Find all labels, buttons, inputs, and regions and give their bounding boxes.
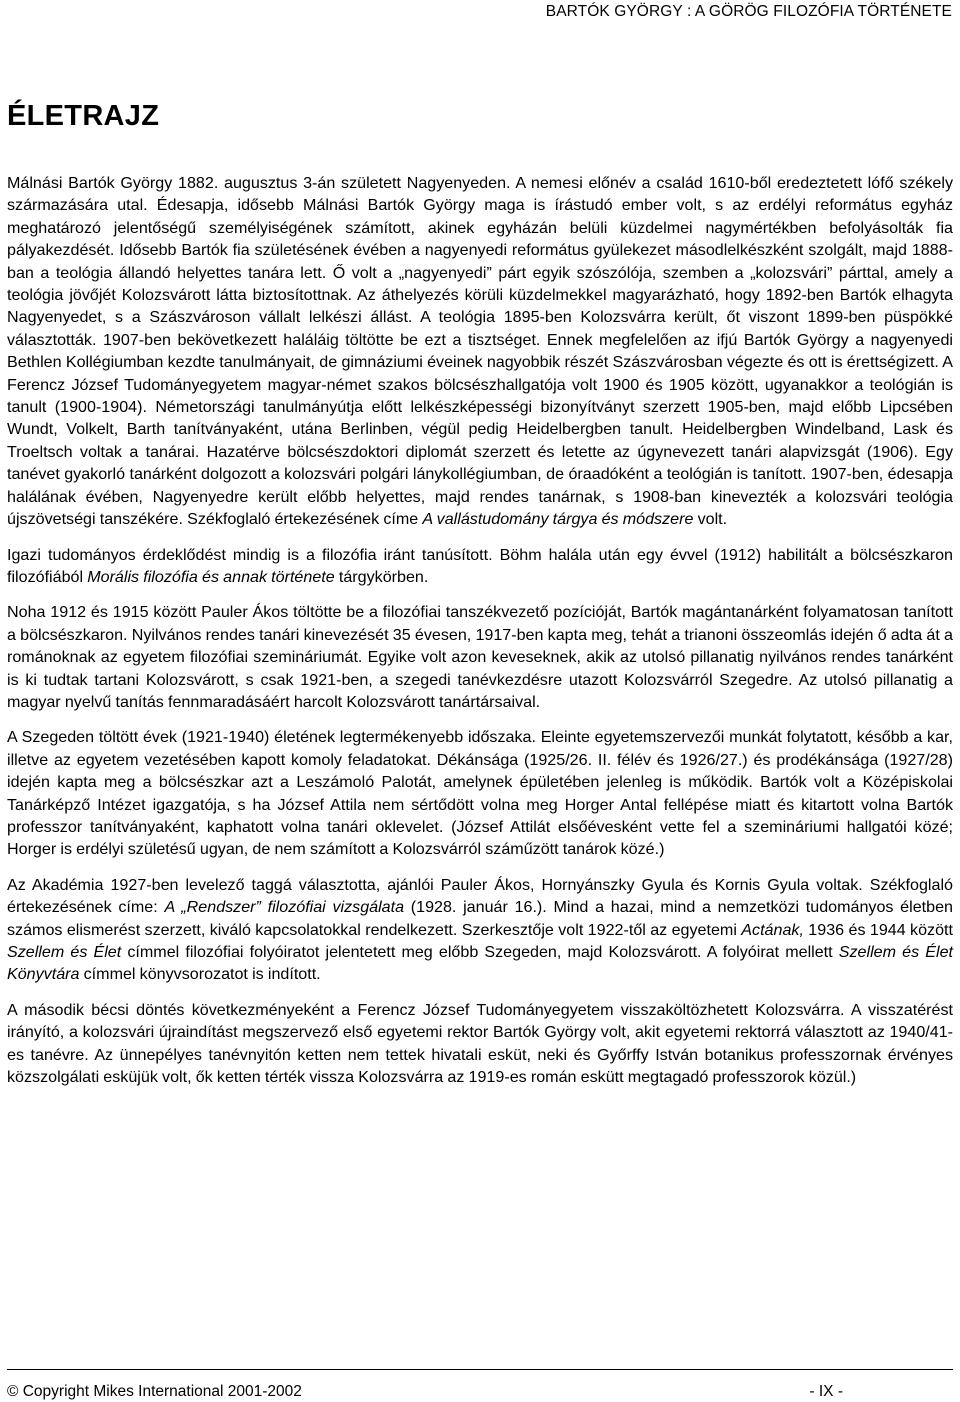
text-run: volt. (693, 510, 728, 529)
italic-run: Morális filozófia és annak története (87, 567, 335, 586)
italic-run: Szellem és Élet Könyvtára (7, 943, 953, 984)
footer-divider (7, 1369, 953, 1370)
text-run: A második bécsi döntés következményeként a Ferencz József Tudományegyetem visszaköltözhetett Kolozsvárra. A visszatérést irányító, a kolozsvári újraindítást megszervező első egyetemi rektor Bartók György volt, akit egyetemi rektorrá választott az 1940/41-es tanévre. Az ünnepélyes tanévnyitón ketten nem tettek hivatali esküt, neki és Győrffy István botanikus professzornak érvényes közszolgálati esküjük volt, ők ketten térték vissza Kolozsvárra az 1919-es román eskütt megtagadó professzorok közül.) (7, 1000, 953, 1087)
paragraph-3 (7, 601, 953, 713)
text-run: Igazi tudományos érdeklődést mindig is a filozófia iránt tanúsított. Böhm halála után egy évvel (1912) habilitált a bölcsészkaron filozófiából (7, 545, 953, 586)
italic-run: A „Rendszer” filozófiai vizsgálata (164, 898, 405, 917)
paragraph-5 (7, 874, 953, 986)
body-text (7, 172, 953, 1101)
paragraph-6 (7, 999, 953, 1089)
running-header: BARTÓK GYÖRGY : A GÖRÖG FILOZÓFIA TÖRTÉNETE (545, 3, 952, 20)
text-run: címmel filozófiai folyóiratot jelentetett meg előbb Szegeden, majd Kolozsvárott. A folyóirat mellett (121, 943, 839, 961)
page-number: - IX - (809, 1383, 843, 1400)
text-run: Az Akadémia 1927-ben levelező taggá választotta, ajánlói Pauler Ákos, Hornyánszky Gyula és Kornis Gyula voltak. Székfoglaló értekezésének címe: (7, 875, 953, 917)
text-run: Málnási Bartók György 1882. augusztus 3-án született Nagyenyeden. A nemesi előnév a család 1610-ből eredeztetett lófő székely származására utal. Édesapja, idősebb Málnási Bartók György maga is írástudó ember volt, s az erdélyi református egyház meghatározó jelentőségű személyiségének számított, akinek egyházán belüli küzdelmei nagymértékben befolyásolták fia pályakezdését. Idősebb Bartók fia születésének évében a nagyenyedi református gyülekezet másodlelkészként szolgált, majd 1888-ban a teológia állandó helyettes tanára lett. Ő volt a „nagyenyedi” párt egyik szószólója, szemben a „kolozsvári” párttal, amely a teológia jövőjét Kolozsvárott látta biztosítottnak. Az áthelyezés körüli küzdelmekkel magyarázható, hogy 1892-ben Bartók elhagyta Nagyenyedet, s a Szászvároson vállalt lelkészi állást. A teológia 1895-ben Kolozsvárra került, őt viszont 1899-ben püspökké választották. 1907-ben bekövetkezett haláláig töltötte be ezt a tisztséget. Ennek megfelelően az ifjú Bartók György a nagyenyedi Bethlen Kollégiumban kezdte tanulmányait, de gimnáziumi éveinek nagyobbik részét Szászvárosban végezte és ott is érettségizett. A Ferencz József Tudományegyetem magyar-német szakos bölcsészhallgatója volt 1900 és 1905 között, ugyanakkor a teológián is tanult (1900-1904). Németországi tanulmányútja előtt lelkészképességi bizonyítványt szerzett 1905-ben, majd előbb Lipcsében Wundt, Volkelt, Barth tanítványaként, utána Berlinben, végül pedig Heidelbergben tanult. Heidelbergben Windelband, Lask és Troeltsch voltak a tanárai. Hazatérve bölcsészdoktori diplomát szerzett és letette az úgynevezett tanári alapvizsgát (1906). Egy tanévet gyakorló tanárként dolgozott a kolozsvári polgári lánykollégiumban, de óraadóként a teológián is tanított. 1907-ben, édesapja halálának évében, Nagyenyedre került előbb helyettes, majd rendes tanárnak, s 1908-ban kinevezték a kolozsvári teológia újszövetségi tanszékére. Székfoglaló értekezésének címe (7, 174, 953, 529)
italic-run: Actának, (741, 920, 804, 939)
paragraph-4 (7, 726, 953, 860)
italic-run: Szellem és Élet (7, 943, 122, 961)
text-run: 1936 és 1944 között (803, 920, 953, 939)
text-run: Noha 1912 és 1915 között Pauler Ákos töltötte be a filozófiai tanszékvezető pozícióját, Bartók magántanárként folyamatosan tanított a bölcsészkaron. Nyilvános rendes tanári kinevezését 35 évesen, 1917-ben kapta meg, tehát a trianoni összeomlás idején ő adta át a románoknak az egyetem filozófiai szemináriumát. Egyike volt azon keveseknek, akik az utolsó pillanatig nyilvános rendes tanárként is ki tudtak tartani Kolozsvárott, s csak 1921-ben, a szegedi tanévkezdésre utazott Kolozsvárról Szegedre. Az utolsó pillanatig a magyar nyelvű tanítás fennmaradásáért harcolt Kolozsvárott tanártársaival. (7, 603, 953, 711)
italic-run: A vallástudomány tárgya és módszere (422, 510, 694, 529)
text-run: tárgykörben. (334, 567, 429, 586)
text-run: címmel könyvsorozatot is indított. (79, 965, 321, 984)
text-run: (1928. január 16.). Mind a hazai, mind a nemzetközi tudományos életben számos elismerést szerzett, kiváló kapcsolatokkal rendelkezett. Szerkesztője volt 1922-től az egyetemi (7, 898, 953, 939)
paragraph-1 (7, 172, 953, 531)
text-run: A Szegeden töltött évek (1921-1940) életének legtermékenyebb időszaka. Eleinte egyetemszervezői munkát folytatott, később a kar, illetve az egyetem vezetésében kapott komoly feladatokat. Dékánsága (1925/26. II. félév és 1926/27.) és prodékánsága (1927/28) idején kapta meg a bölcsészkar azt a Leszámoló Palotát, amelynek épületében jelenleg is működik. Bartók volt a Középiskolai Tanárképző Intézet igazgatója, s ha József Attila nem sértődött volna meg Horger Antal fellépése miatt és kitartott volna Bartók professzor tanítványaként, kaphatott volna tanári oklevelet. (József Attilát elsőévesként vette fel a szemináriumi hallgatói közé; Horger is erdélyi születésű ugyan, de nem számított a Kolozsvárról száműzött tanárok közé.) (7, 728, 953, 859)
paragraph-2 (7, 544, 953, 589)
copyright-notice: © Copyright Mikes International 2001-2002 (7, 1383, 302, 1400)
page-title: ÉLETRAJZ (7, 100, 160, 132)
